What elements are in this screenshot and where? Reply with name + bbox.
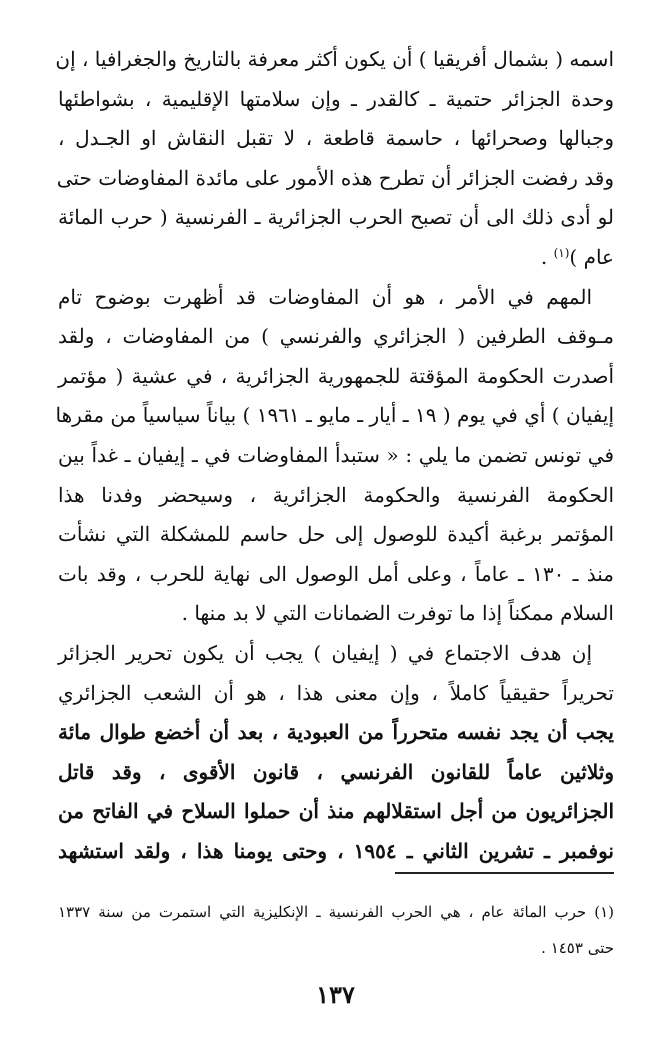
footnote xyxy=(58,894,614,966)
text-line: المهم في الأمر ، هو أن المفاوضات قد أظهرت بوضوح تام xyxy=(58,284,592,309)
text-line: اسمه ( بشمال أفريقيا ) أن يكون أكثر معرفة بالتاريخ والجغرافيا ، إن xyxy=(55,47,614,71)
text-line: في تونس تضمن ما يلي : « ستبدأ المفاوضات في ـ إيفيان ـ غداً بين xyxy=(58,442,614,467)
text-line: تحريراً حقيقياً كاملاً ، وإن معنى هذا ، هو أن الشعب الجزائري xyxy=(58,680,614,705)
footnote-marker: (١) xyxy=(553,245,570,260)
footnote-line: حتى ١٤٥٣ . xyxy=(541,939,614,957)
text-line-bold: الجزائريون من أجل استقلالهم منذ أن حملوا السلاح في الفاتح من xyxy=(58,799,614,824)
paragraph-3 xyxy=(58,634,614,872)
text-line: منذ ـ ١٣٠ ـ عاماً ، وعلى أمل الوصول الى نهاية للحرب ، وقد بات xyxy=(58,561,614,586)
footnote-line: (١) حرب المائة عام ، هي الحرب الفرنسية ـ الإنكليزية التي استمرت من سنة ١٣٣٧ xyxy=(58,903,614,921)
text-line: وجبالها وصحرائها ، حاسمة قاطعة ، لا تقبل النقاش او الجـدل ، xyxy=(58,126,614,151)
text-line: الحكومة الفرنسية والحكومة الجزائرية ، وسيحضر وفدنا هذا xyxy=(58,482,614,507)
text-line: إن هدف الاجتماع في ( إيفيان ) يجب أن يكون تحرير الجزائر xyxy=(58,640,592,665)
text-fragment: . xyxy=(540,244,554,269)
text-line: وحدة الجزائر حتمية ـ كالقدر ـ وإن سلامتها الإقليمية ، بشواطئها xyxy=(58,86,614,111)
paragraph-1 xyxy=(55,40,614,278)
page-number: ١٣٧ xyxy=(316,980,355,1009)
text-line: السلام ممكناً إذا ما توفرت الضمانات التي لا بد منها . xyxy=(181,601,614,626)
text-line-bold: نوفمبر ـ تشرين الثاني ـ ١٩٥٤ ، وحتى يومنا هذا ، ولقد استشهد xyxy=(58,838,614,863)
text-line-with-footnote xyxy=(58,238,614,278)
text-line: إيفيان ) أي في يوم ( ١٩ ـ أيار ـ مايو ـ ١٩٦١ ) بياناً سياسياً من مقرها xyxy=(55,403,614,428)
page-body xyxy=(55,40,614,871)
text-line-bold: وثلاثين عاماً للقانون الفرنسي ، قانون الأقوى ، وقد قاتل xyxy=(58,759,614,784)
text-line: أصدرت الحكومة المؤقتة للجمهورية الجزائرية ، في عشية ( مؤتمر xyxy=(58,363,614,388)
text-line: المؤتمر برغبة أكيدة للوصول إلى حل حاسم للمشكلة التي نشأت xyxy=(58,522,614,547)
footnote-separator xyxy=(395,872,614,874)
text-fragment: عام ) xyxy=(569,244,614,269)
text-line-bold: يجب أن يجد نفسه متحرراً من العبودية ، بعد أن أخضع طوال مائة xyxy=(58,720,614,745)
paragraph-2 xyxy=(55,278,614,634)
text-line: وقد رفضت الجزائر أن تطرح هذه الأمور على مائدة المفاوضات حتى xyxy=(56,165,614,190)
text-line: لو أدى ذلك الى أن تصبح الحرب الجزائرية ـ الفرنسية ( حرب المائة xyxy=(58,205,614,230)
text-line: مـوقف الطرفين ( الجزائري والفرنسي ) من المفاوضات ، ولقد xyxy=(58,324,614,349)
